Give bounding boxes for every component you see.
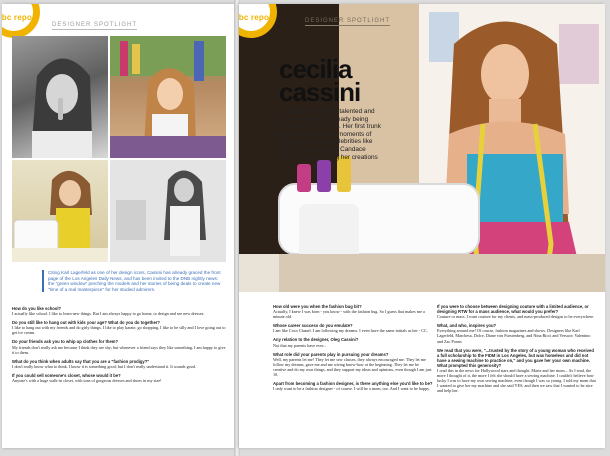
answer: I don't really know what to think. I know it is something good, but I don't really understand it. It sounds good. bbox=[12, 363, 196, 369]
badge-label: bc report bbox=[2, 13, 39, 22]
photo-sewing-yellow bbox=[12, 160, 108, 262]
question: If you were to choose between designing couture with a limited audience, or designing RTW for a mass audience, what would you prefer? bbox=[437, 304, 589, 315]
answer: Not that my parents have ever... bbox=[273, 342, 327, 348]
answer: Everything around me! Of course, fashion magazines and shows. Designers like Karl Lagerfeld, Marchesa, Dolce, Diane von Furstenberg, and Nina Ricci and Versace, Valentino and Zac Posen. bbox=[437, 328, 591, 344]
answer: I like to hang out with my friends and do girly things. I like to play karate, go shopping, I like to be silly and I love going out to get ice cream. bbox=[12, 325, 226, 336]
article-title bbox=[279, 54, 361, 107]
question: How do you like school? bbox=[12, 306, 62, 311]
answer: My friends don't really ask me because I think they are shy; but whenever a friend says they like something, I am happy to give it to them. bbox=[12, 344, 226, 355]
question: Do your friends ask you to whip up clothes for them? bbox=[12, 339, 119, 345]
left-page bbox=[2, 4, 236, 448]
question: What, and who, inspires you? bbox=[437, 323, 497, 329]
answer: Well, my parents let me! They let me sew classes, they always encouraged me. They let me follow my dreams, gave me and me wiring know-how at the beginning. They let me be creative and do my own things, and they support my ideas and opinions, even though I am just 10. bbox=[273, 356, 432, 378]
answer: Actually, I knew I was born - you know - with the fashion bug. So I guess that makes me a minute old. bbox=[273, 309, 425, 320]
question: If you could sell someone's closet, whose would it be? bbox=[12, 372, 121, 378]
answer: Anyone's with a huge walk-in closet, with tons of gorgeous dresses and shoes in my size! bbox=[12, 378, 162, 384]
question: Apart from becoming a fashion designer, is there anything else you'd like to be? bbox=[273, 381, 433, 387]
question: Any relation to the designer, Oleg Cassini? bbox=[273, 337, 359, 343]
answer: Couture or mass. I want couture for my clients, and mass-produced designs to be everywhere. bbox=[437, 314, 595, 320]
right-page bbox=[239, 4, 605, 448]
answer: I only want to be a fashion designer - of course. I will be a mom, too. And I want to be happy. bbox=[273, 386, 430, 392]
section-label: DESIGNER SPOTLIGHT bbox=[305, 18, 391, 24]
question: How old were you when the fashion bug bit? bbox=[273, 304, 362, 309]
question: Do you still like to hang out with kids your age? What do you do together? bbox=[12, 320, 160, 326]
answer: I read this in the news for Hollywood stars and thought, Marie and her mom... As I read, the more I thought of it, the more I felt she should have a sewing machine. I couldn't believe how lucky I was to have my own sewing machine, even though I was so young. I told my mom that I wanted to give her my machine and she said YES, and then we saw that I wanted to be nice and help her. bbox=[437, 368, 596, 394]
right-qa-column-2 bbox=[437, 304, 597, 394]
photo-finger-to-lips bbox=[12, 36, 108, 158]
question: What role did your parents play in pursuing your dreams? bbox=[273, 351, 389, 357]
photo-caption: Citing Karl Lagerfeld as one of her design icons, Cassini has already graced the front page of the Los Angeles Daily News, and has been invited to the DNB nightly news: the "green window" perching the models and her stories of being deals to create new "time of a real masterpiece" for her studied admirers. bbox=[42, 270, 222, 292]
question: Whose career success do you emulate? bbox=[273, 323, 353, 329]
article-intro: At the age of 10, this talented and lovely designer is already being recruited at the FIDM. Her first trunk show sold out within moments of opening, including celebrities like Denise Richards and Candace Cameron Bure loving her creations bbox=[279, 108, 381, 161]
title-line-1: cecilia bbox=[279, 54, 352, 84]
section-badge bbox=[2, 4, 40, 38]
question: What do you think when adults say that you are a "fashion prodigy?" bbox=[12, 358, 150, 364]
right-qa-column-1 bbox=[273, 304, 433, 391]
section-label: DESIGNER SPOTLIGHT bbox=[52, 22, 138, 28]
answer: I am like Coco Chanel. I am following my dreams. I even have the same initials as her - CC. bbox=[273, 328, 428, 334]
left-qa-column bbox=[12, 306, 226, 383]
title-line-2: cassini bbox=[279, 77, 361, 107]
photo-pose-bw bbox=[110, 160, 226, 262]
photo-fabric-studio bbox=[110, 36, 226, 158]
answer: I actually like school. I like to learn new things. But I am always happy to go home, to design and see new dresses. bbox=[12, 311, 205, 317]
question: We read that you were, "...trusted by the story of a young woman who received a full scholarship to the FIDM in Los Angeles, but was homeless and did not have a sewing machine to practice on," and you gave her your own machine. What prompted this generosity? bbox=[437, 347, 594, 368]
badge-label: bc report bbox=[239, 13, 276, 22]
